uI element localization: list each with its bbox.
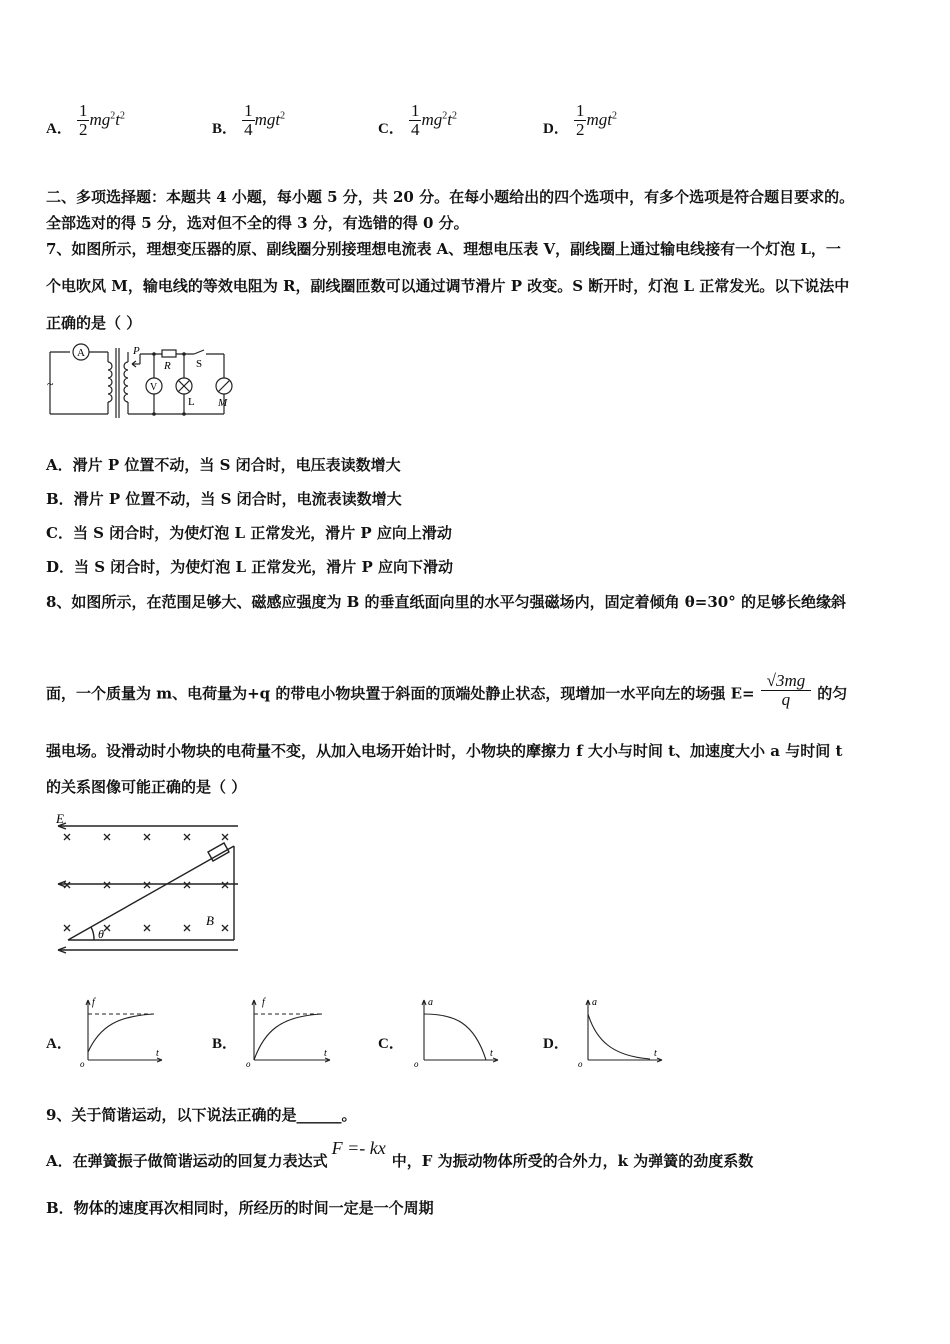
- fraction-numerator: 1: [410, 101, 420, 120]
- q8-option-d-letter: [543, 1032, 569, 1053]
- origin-label: o: [246, 1059, 251, 1068]
- expr-sup: 2: [110, 110, 116, 122]
- expr-base: mgt: [254, 110, 281, 129]
- ammeter-label: A: [77, 347, 85, 359]
- q8-option-a-letter: [46, 1032, 72, 1053]
- restoring-force-formula: F =- kx: [331, 1138, 386, 1158]
- expr-t: t: [447, 110, 452, 129]
- fraction-numerator: √3mg: [761, 672, 812, 691]
- q8-option-c-letter: [378, 1032, 404, 1053]
- expr-base: mg: [89, 110, 111, 129]
- q8-stem-line2-pre: 面，一个质量为 m、电荷量为+q 的带电小物块置于斜面的顶端处静止状态，现增加一水平向左的场强 E=: [46, 684, 755, 703]
- origin-label: o: [80, 1059, 85, 1068]
- incline-field-diagram: [48, 810, 248, 960]
- q9-option-a: [46, 1138, 754, 1171]
- lamp-label: L: [188, 396, 195, 408]
- resistor-label: R: [164, 360, 171, 372]
- expression: [586, 110, 617, 129]
- q8-graph-a: [78, 996, 168, 1068]
- expr-base: mg: [421, 110, 443, 129]
- q8-graph-d: [576, 996, 666, 1068]
- origin-label: o: [578, 1059, 583, 1068]
- option-letter: B．: [212, 121, 238, 137]
- q6-option-d: [543, 102, 617, 139]
- x-axis-label: t: [490, 1048, 493, 1059]
- field-fraction: [761, 672, 812, 709]
- y-axis-label: f: [92, 997, 95, 1008]
- q9-option-a-pre: A．在弹簧振子做简谐运动的回复力表达式: [46, 1152, 328, 1170]
- option-letter: D．: [543, 1036, 569, 1052]
- fraction-denominator: q: [781, 690, 791, 709]
- fraction: [574, 102, 587, 139]
- option-letter: C．: [378, 1036, 404, 1052]
- q8-stem-line4: 的关系图像可能正确的是（ ）: [46, 778, 247, 796]
- expr-sup: 2: [280, 110, 286, 122]
- y-axis-label: f: [262, 997, 265, 1008]
- fraction-denominator: 4: [244, 120, 253, 139]
- q8-stem-line1: 8、如图所示，在范围足够大、磁感应强度为 B 的垂直纸面向里的水平匀强磁场内，固定着倾角 θ=30° 的足够长绝缘斜: [46, 593, 846, 611]
- y-axis-label: a: [428, 997, 433, 1008]
- fraction-numerator: 1: [244, 101, 253, 120]
- expr-sup: 2: [451, 110, 457, 122]
- q7-stem-line1: 7、如图所示，理想变压器的原、副线圈分别接理想电流表 A、理想电压表 V，副线圈上通过输电线接有一个灯泡 L，一: [46, 240, 841, 258]
- transformer-circuit-diagram: [44, 342, 244, 422]
- angle-label: θ: [98, 927, 104, 941]
- q8-graph-c: [410, 996, 502, 1068]
- q8-stem-line3: 强电场。设滑动时小物块的电荷量不变，从加入电场开始计时，小物块的摩擦力 f 大小与时间 t、加速度大小 a 与时间 t: [46, 742, 843, 760]
- expr-t: t: [115, 110, 120, 129]
- fraction: [409, 102, 422, 139]
- option-letter: A．: [46, 121, 72, 137]
- option-letter: D．: [543, 121, 569, 137]
- q8-option-b-letter: [212, 1032, 237, 1053]
- option-letter: C．: [378, 121, 404, 137]
- q7-stem-line2: 个电吹风 M，输电线的等效电阻为 R，副线圈匝数可以通过调节滑片 P 改变。S 断开时，灯泡 L 正常发光。以下说法中: [46, 277, 850, 295]
- q8-stem-line2-post: 的匀: [817, 684, 848, 703]
- ac-source-label: ~: [47, 377, 54, 391]
- voltmeter-label: V: [150, 382, 158, 393]
- fraction-denominator: 2: [78, 120, 88, 139]
- q7-stem-line3: 正确的是（ ）: [46, 314, 142, 332]
- fraction: [77, 102, 90, 139]
- fraction-numerator: 1: [78, 101, 88, 120]
- x-axis-label: t: [324, 1048, 327, 1059]
- origin-label: o: [414, 1059, 419, 1068]
- y-axis-label: a: [592, 997, 597, 1008]
- q6-option-b: [212, 102, 285, 139]
- q9-option-b: B．物体的速度再次相同时，所经历的时间一定是一个周期: [46, 1199, 434, 1217]
- x-axis-label: t: [156, 1048, 159, 1059]
- fraction-numerator: 1: [575, 101, 585, 120]
- q9-option-a-post: 中，F 为振动物体所受的合外力，k 为弹簧的劲度系数: [391, 1152, 754, 1170]
- option-letter: A．: [46, 1036, 72, 1052]
- expression: [89, 110, 125, 129]
- section-heading: 二、多项选择题：本题共 4 小题，每小题 5 分，共 20 分。在每小题给出的四个选项中，有多个选项是符合题目要求的。: [46, 188, 855, 206]
- field-label: E: [56, 811, 64, 826]
- q7-option-d: D．当 S 闭合时，为使灯泡 L 正常发光，滑片 P 应向下滑动: [46, 558, 454, 576]
- expression: [421, 110, 457, 129]
- q9-stem: 9、关于简谐运动，以下说法正确的是______。: [46, 1106, 357, 1124]
- expr-sup: 2: [442, 110, 448, 122]
- section-instructions: 全部选对的得 5 分，选对但不全的得 3 分，有选错的得 0 分。: [46, 214, 469, 232]
- fraction-denominator: 2: [575, 120, 585, 139]
- magnetic-field-label: B: [206, 913, 214, 928]
- q8-stem-line2: [46, 671, 848, 713]
- expr-sup: 2: [611, 110, 617, 122]
- q7-option-c: C．当 S 闭合时，为使灯泡 L 正常发光，滑片 P 应向上滑动: [46, 524, 452, 542]
- q8-graph-b: [244, 996, 336, 1068]
- switch-label: S: [196, 358, 203, 370]
- motor-label: M: [218, 397, 228, 409]
- expr-sup: 2: [119, 110, 125, 122]
- q7-option-b: B．滑片 P 位置不动，当 S 闭合时，电流表读数增大: [46, 490, 402, 508]
- q6-option-a: [46, 102, 125, 139]
- expression: [255, 110, 286, 129]
- slider-label: P: [133, 345, 140, 357]
- expr-base: mgt: [586, 110, 612, 129]
- q6-option-c: [378, 102, 457, 139]
- q7-option-a: A．滑片 P 位置不动，当 S 闭合时，电压表读数增大: [46, 456, 401, 474]
- option-letter: B．: [212, 1036, 238, 1052]
- fraction-denominator: 4: [410, 120, 420, 139]
- x-axis-label: t: [654, 1048, 657, 1059]
- fraction: [242, 102, 255, 139]
